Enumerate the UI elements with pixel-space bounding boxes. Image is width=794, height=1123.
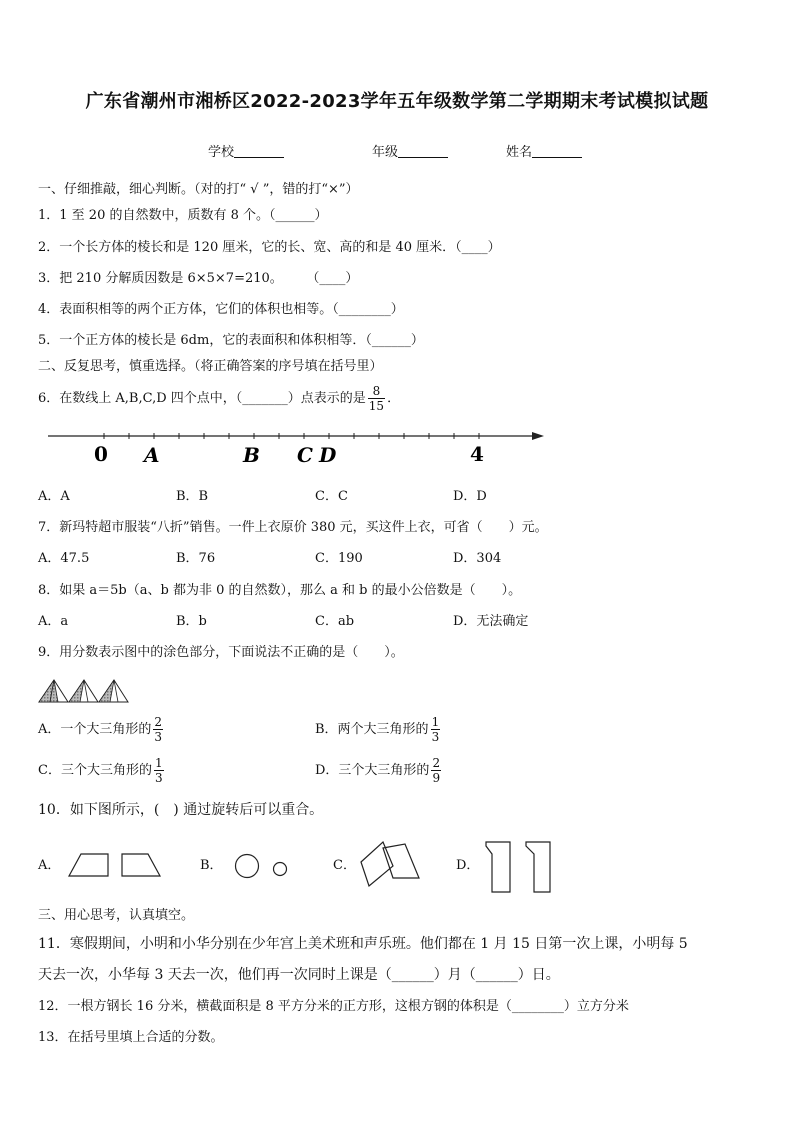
name-label: 姓名 (506, 145, 533, 160)
triangles-figure (38, 676, 130, 706)
question-8: 8．如果 a＝5b（a、b 都为非 0 的自然数），那么 a 和 b 的最小公倍数是（ ）。 (38, 583, 522, 598)
label-a: A (144, 443, 160, 467)
q6-option-b[interactable]: B．B (176, 489, 209, 504)
q7-option-b[interactable]: B．76 (176, 551, 216, 566)
q10-option-a-label[interactable]: A． (38, 858, 61, 873)
school-field (208, 141, 284, 160)
page-title: 广东省潮州市湘桥区2022-2023学年五年级数学第二学期期末考试模拟试题 (85, 91, 709, 112)
question-3: 3．把 210 分解质因数是 6×5×7=210。 （____） (38, 271, 359, 286)
q9-option-d[interactable]: D．三个大三角形的 $\frac{2}{9}$ (315, 756, 441, 785)
label-b: B (243, 443, 260, 467)
q6-option-c[interactable]: C．C (315, 489, 348, 504)
label-c: C (297, 443, 313, 467)
q8-option-d[interactable]: D．无法确定 (453, 614, 529, 629)
school-label: 学校 (208, 145, 235, 160)
name-blank[interactable] (532, 145, 582, 158)
question-6-text: 6．在数线上 A,B,C,D 四个点中，（_______）点表示的是 (38, 391, 366, 406)
number-line (0, 420, 794, 470)
q8-option-c[interactable]: C．ab (315, 614, 355, 629)
q10-option-b-shapes (232, 850, 292, 882)
q9-option-a[interactable]: A．一个大三角形的 $\frac{2}{3}$ (38, 715, 163, 744)
section3-heading: 三、用心思考，认真填空。 (38, 908, 195, 923)
q10-option-c-label[interactable]: C． (333, 858, 356, 873)
q9-option-c[interactable]: C．三个大三角形的 $\frac{1}{3}$ (38, 756, 163, 785)
q7-option-c[interactable]: C．190 (315, 551, 363, 566)
q10-option-c-shapes (357, 840, 425, 890)
triangle-3 (99, 680, 128, 702)
question-4: 4．表面积相等的两个正方体，它们的体积也相等。（________） (38, 302, 404, 317)
grade-blank[interactable] (398, 145, 448, 158)
section1-heading: 一、仔细推敲，细心判断。（对的打“ √ ”，错的打“×”） (38, 182, 359, 197)
q8-option-a[interactable]: A．a (38, 614, 69, 629)
q7-option-a[interactable]: A．47.5 (38, 551, 90, 566)
q8-option-b[interactable]: B．b (176, 614, 207, 629)
name-field (506, 141, 582, 160)
question-6: 6．在数线上 A,B,C,D 四个点中，（_______）点表示的是 $\frac{8}{15}$ ． (38, 384, 401, 413)
q7-option-d[interactable]: D．304 (453, 551, 502, 566)
question-11-line-1: 11．寒假期间，小明和小华分别在少年宫上美术班和声乐班。他们都在 1 月 15 日第一次上课，小明每 5 (38, 936, 688, 952)
grade-field (372, 141, 448, 160)
triangle-2 (69, 680, 98, 702)
section2-heading: 二、反复思考，慎重选择。（将正确答案的序号填在括号里） (38, 359, 383, 374)
q6-option-d[interactable]: D．D (453, 489, 487, 504)
question-12: 12．一根方钢长 16 分米，横截面积是 8 平方分米的正方形，这根方钢的体积是（________）立方分米 (38, 999, 629, 1014)
question-2: 2．一个长方体的棱长和是 120 厘米，它的长、宽、高的和是 40 厘米．（____） (38, 240, 501, 255)
label-four: 4 (470, 442, 484, 466)
school-blank[interactable] (234, 145, 284, 158)
q10-option-d-label[interactable]: D． (456, 858, 480, 873)
q10-option-d-shapes (482, 838, 554, 896)
question-1: 1．1 至 20 的自然数中，质数有 8 个。（______） (38, 208, 328, 223)
triangle-1 (39, 680, 68, 702)
question-9: 9．用分数表示图中的涂色部分，下面说法不正确的是（ ）。 (38, 645, 404, 660)
label-d: D (319, 443, 337, 467)
q10-option-b-label[interactable]: B． (200, 858, 223, 873)
question-7: 7．新玛特超市服装“八折”销售。一件上衣原价 380 元，买这件上衣，可省（ ）元。 (38, 520, 548, 535)
question-13: 13．在括号里填上合适的分数。 (38, 1030, 224, 1045)
q6-option-a[interactable]: A．A (38, 489, 70, 504)
question-11-line-2: 天去一次，小华每 3 天去一次，他们再一次同时上课是（______）月（______）日。 (38, 967, 560, 983)
q10-option-a-shapes (66, 850, 166, 880)
question-5: 5．一个正方体的棱长是 6dm，它的表面积和体积相等．（______） (38, 333, 424, 348)
grade-label: 年级 (372, 145, 399, 160)
q9-option-b[interactable]: B．两个大三角形的 $\frac{1}{3}$ (315, 715, 440, 744)
arrow-right-icon (532, 432, 544, 440)
label-zero: 0 (94, 442, 108, 466)
question-10: 10．如下图所示，( ) 通过旋转后可以重合。 (38, 802, 324, 818)
fraction-8-15: $\frac{8}{15}$ (368, 384, 385, 413)
